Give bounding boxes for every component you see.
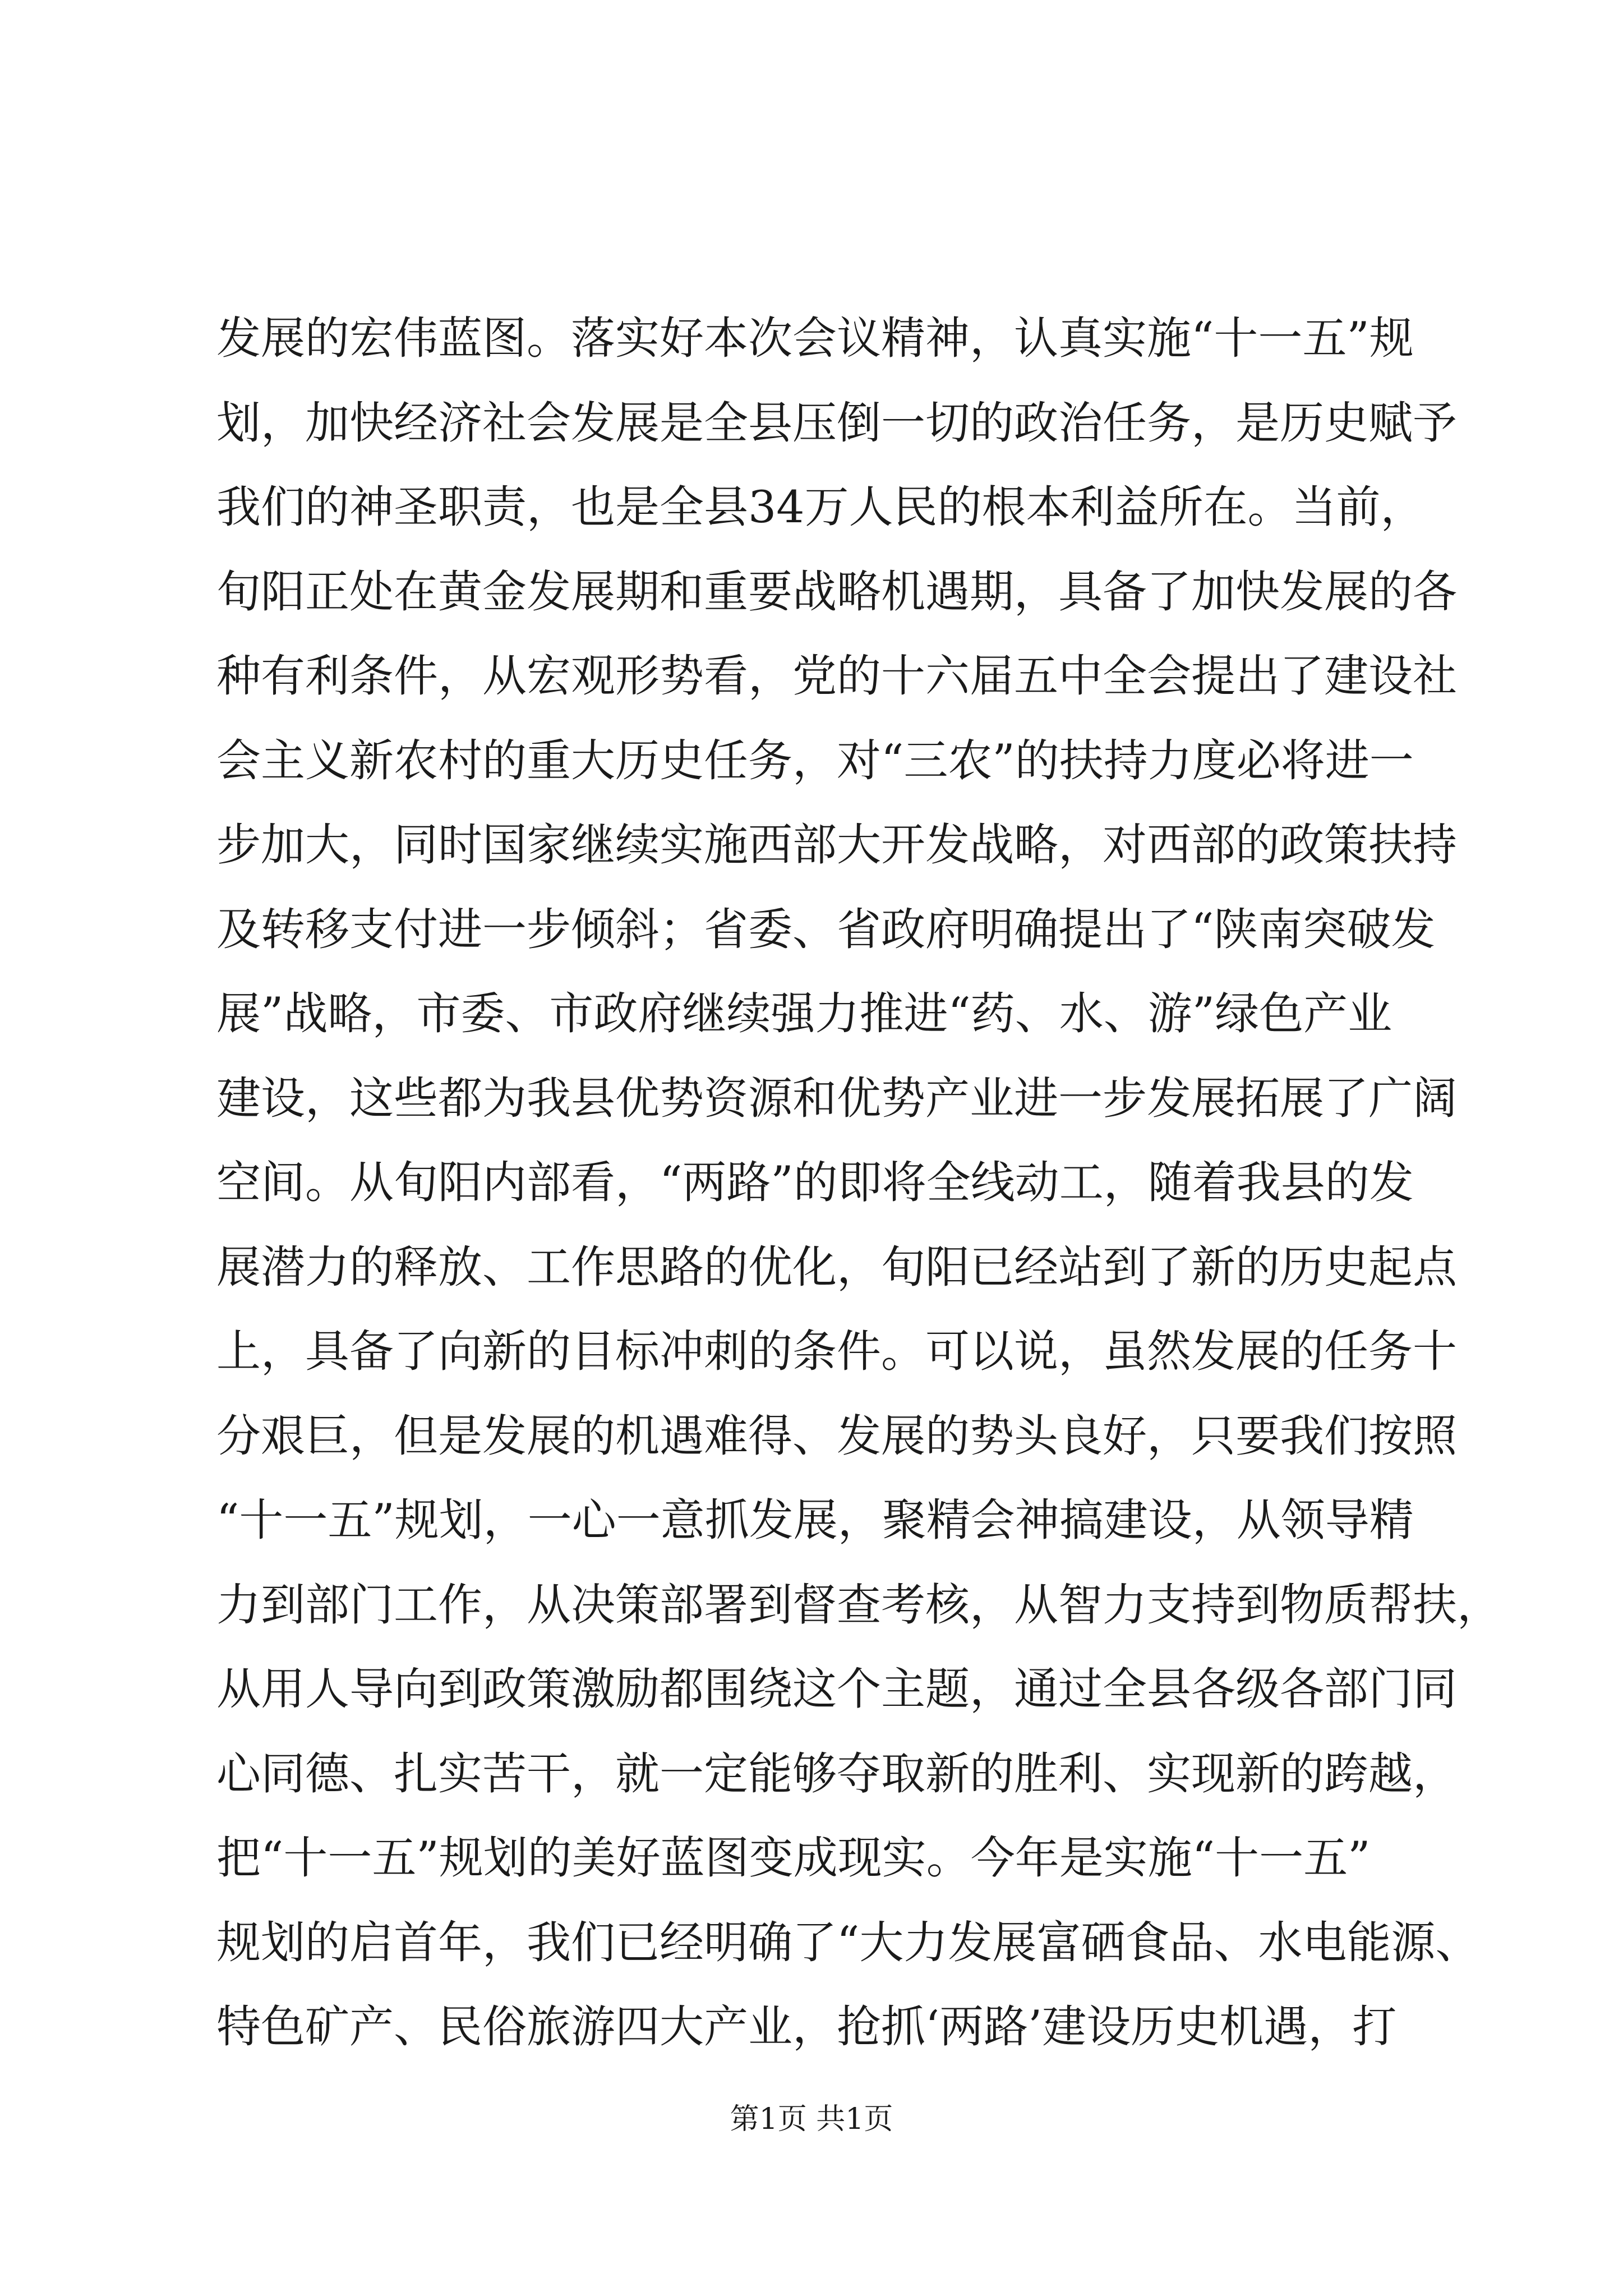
text-line: 步加大，同时国家继续实施西部大开发战略，对西部的政策扶持 — [216, 819, 1457, 871]
text-line: 划，加快经济社会发展是全县压倒一切的政治任务，是历史赋予 — [216, 397, 1457, 449]
page-number-label: 第1页 共1页 — [730, 2102, 893, 2136]
text-line: 旬阳正处在黄金发展期和重要战略机遇期，具备了加快发展的各 — [216, 565, 1457, 618]
text-line: 规划的启首年，我们已经明确了“大力发展富硒食品、水电能源、 — [216, 1916, 1480, 1968]
body-text — [216, 296, 1501, 2069]
text-line: 把“十一五”规划的美好蓝图变成现实。今年是实施“十一五” — [216, 1832, 1371, 1884]
text-line: “十一五”规划，一心一意抓发展，聚精会神搞建设，从领导精 — [216, 1494, 1414, 1546]
text-line: 力到部门工作，从决策部署到督查考核，从智力支持到物质帮扶， — [216, 1579, 1501, 1631]
text-line: 从用人导向到政策激励都围绕这个主题，通过全县各级各部门同 — [216, 1663, 1457, 1715]
page-footer — [0, 2097, 1623, 2142]
text-line: 发展的宏伟蓝图。落实好本次会议精神，认真实施“十一五”规 — [216, 312, 1414, 364]
text-line: 及转移支付进一步倾斜；省委、省政府明确提出了“陕南突破发 — [216, 903, 1436, 955]
text-line: 种有利条件，从宏观形势看，党的十六届五中全会提出了建设社 — [216, 650, 1457, 702]
text-line: 会主义新农村的重大历史任务，对“三农”的扶持力度必将进一 — [216, 734, 1414, 786]
text-line: 心同德、扎实苦干，就一定能够夺取新的胜利、实现新的跨越， — [216, 1747, 1457, 1800]
text-line: 展”战略，市委、市政府继续强力推进“药、水、游”绿色产业 — [216, 988, 1393, 1039]
text-line: 我们的神圣职责，也是全县34万人民的根本利益所在。当前， — [216, 481, 1425, 533]
text-line: 空间。从旬阳内部看，“两路”的即将全线动工，随着我县的发 — [216, 1157, 1414, 1208]
text-line: 建设，这些都为我县优势资源和优势产业进一步发展拓展了广阔 — [216, 1072, 1457, 1124]
text-line: 分艰巨，但是发展的机遇难得、发展的势头良好，只要我们按照 — [216, 1410, 1457, 1462]
text-line: 特色矿产、民俗旅游四大产业，抢抓‘两路’建设历史机遇，打 — [216, 2001, 1397, 2053]
text-line: 上，具备了向新的目标冲刺的条件。可以说，虽然发展的任务十 — [216, 1326, 1457, 1377]
text-line: 展潜力的释放、工作思路的优化，旬阳已经站到了新的历史起点 — [216, 1241, 1457, 1293]
